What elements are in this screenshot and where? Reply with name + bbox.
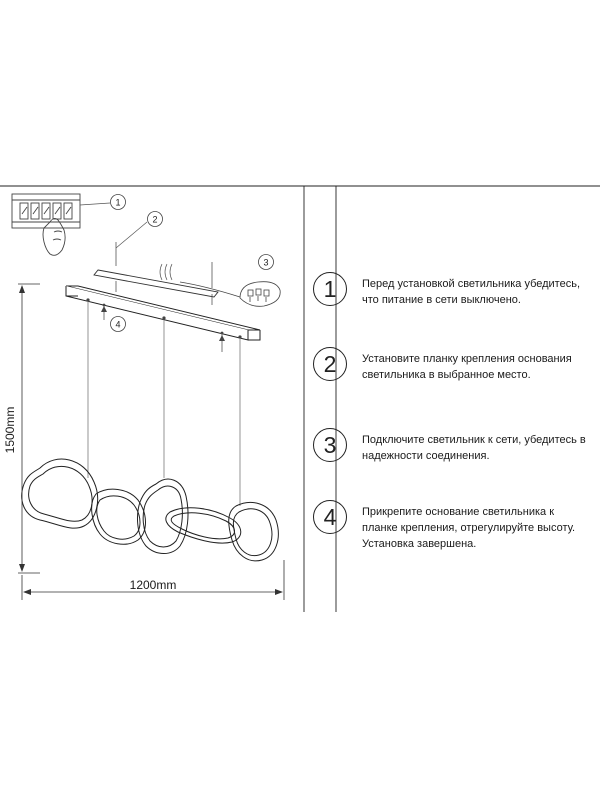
step-4-number: 4 xyxy=(313,500,347,534)
height-dimension xyxy=(18,284,40,573)
step-1 xyxy=(313,272,593,332)
hand-icon xyxy=(43,218,65,255)
step-2-number: 2 xyxy=(313,347,347,381)
width-label: 1200mm xyxy=(129,578,177,592)
step-3 xyxy=(313,428,593,488)
step-1-number: 1 xyxy=(313,272,347,306)
callout-3-label: 3 xyxy=(263,257,269,268)
mounting-bracket xyxy=(94,270,218,297)
step-4 xyxy=(313,500,593,560)
callout-2-label: 2 xyxy=(152,214,158,225)
circuit-breaker-icon xyxy=(12,194,80,228)
motion-arcs xyxy=(160,264,172,280)
step-3-number: 3 xyxy=(313,428,347,462)
height-label: 1500mm xyxy=(3,406,17,454)
callout-4-label: 4 xyxy=(115,319,121,330)
callout-1-label: 1 xyxy=(115,197,121,208)
step-2 xyxy=(313,347,593,407)
step-4-text: Прикрепите основание светильника к планке крепления, отрегулируйте высоту. Установка завершена. xyxy=(362,506,576,550)
wire-connector-detail xyxy=(180,282,280,307)
step-1-text: Перед установкой светильника убедитесь, что питание в сети выключено. xyxy=(362,278,581,306)
step-3-text: Подключите светильник к сети, убедитесь в надежности соединения. xyxy=(362,434,586,462)
bracket-screws xyxy=(116,242,212,305)
step-2-text: Установите планку крепления основания светильника в выбранное место. xyxy=(362,353,572,381)
